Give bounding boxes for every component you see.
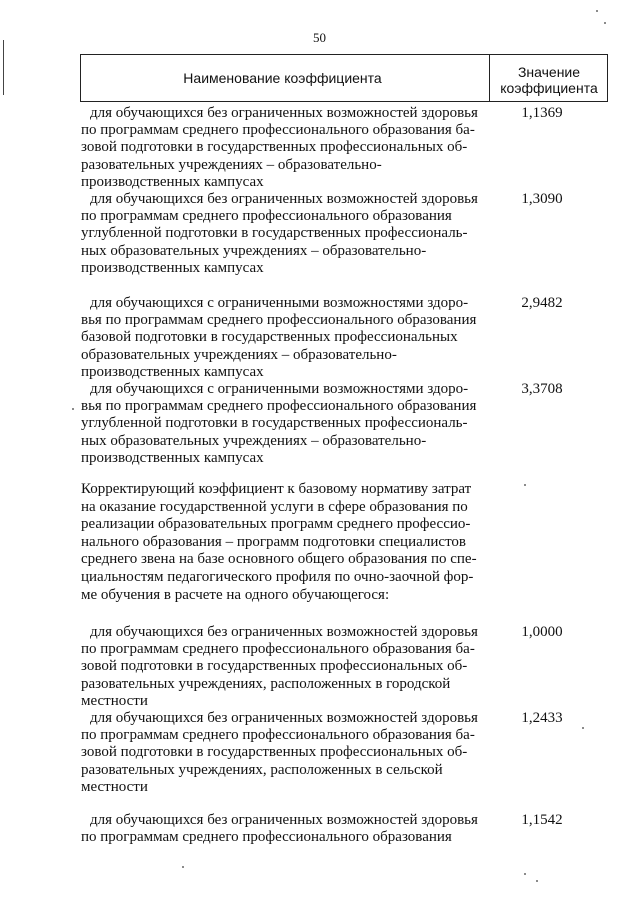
- coefficient-description: для обучающихся с ограниченными возможностями здоро- вья по программам среднего профессионального образования базовой подготовки в государственных профессиональных образовательных учреждениях – образовательно- производственных кампусах: [81, 295, 477, 380]
- coefficient-description: для обучающихся без ограниченных возможностей здоровья по программам среднего профессионального образования: [81, 812, 478, 846]
- header-bottom-border: [80, 101, 608, 102]
- page-number: 50: [313, 30, 326, 45]
- coefficient-value: 3,3708: [521, 381, 563, 397]
- scan-speck: [524, 484, 526, 486]
- column-header-value: Значение коэффициента: [500, 64, 598, 96]
- coefficient-value: 1,1542: [521, 812, 563, 828]
- coefficient-description: для обучающихся без ограниченных возможностей здоровья по программам среднего профессионального образования ба- зовой подготовки в государственных профессиональных об- разовательных учреждениях – образовательно- производственных кампусах: [81, 105, 478, 190]
- scan-speck: [182, 866, 184, 868]
- coefficient-value: 1,3090: [521, 191, 563, 207]
- section-paragraph: Корректирующий коэффициент к базовому нормативу затрат на оказание государственной услуги в сфере образования по реализации образовательных программ среднего профессио- нального образования – программ подготовки специалистов среднего звена на базе основного общего образования по спе- циальностям педагогического профиля по очно-заочной фор- ме обучения в расчете на одного обучающегося:: [81, 481, 477, 603]
- coefficient-value: 1,2433: [521, 710, 563, 726]
- column-header-name: Наименование коэффициента: [183, 70, 382, 86]
- scan-speck: [524, 873, 526, 875]
- scan-edge-mark: [3, 40, 4, 95]
- coefficient-description: для обучающихся без ограниченных возможностей здоровья по программам среднего профессионального образования ба- зовой подготовки в государственных профессиональных об- разовательных учреждениях, расположенных в городской местности: [81, 624, 478, 709]
- scan-speck: [536, 880, 538, 882]
- scan-speck: [582, 727, 584, 729]
- coefficient-value: 2,9482: [521, 295, 563, 311]
- scan-speck: [72, 408, 74, 410]
- coefficient-value: 1,0000: [521, 624, 563, 640]
- coefficient-description: для обучающихся без ограниченных возможностей здоровья по программам среднего профессионального образования ба- зовой подготовки в государственных профессиональных об- разовательных учреждениях, расположенных в сельской местности: [81, 710, 478, 795]
- coefficient-description: для обучающихся с ограниченными возможностями здоро- вья по программам среднего профессионального образования углубленной подготовки в государственных профессиональ- ных образовательных учреждениях – образовательно- производственных кампусах: [81, 381, 477, 466]
- scan-speck: [596, 10, 598, 12]
- coefficient-description: для обучающихся без ограниченных возможностей здоровья по программам среднего профессионального образования углубленной подготовки в государственных профессиональ- ных образовательных учреждениях – образовательно- производственных кампусах: [81, 191, 478, 276]
- header-top-border: [80, 54, 608, 55]
- coefficient-value: 1,1369: [521, 105, 563, 121]
- scan-speck: [604, 22, 606, 24]
